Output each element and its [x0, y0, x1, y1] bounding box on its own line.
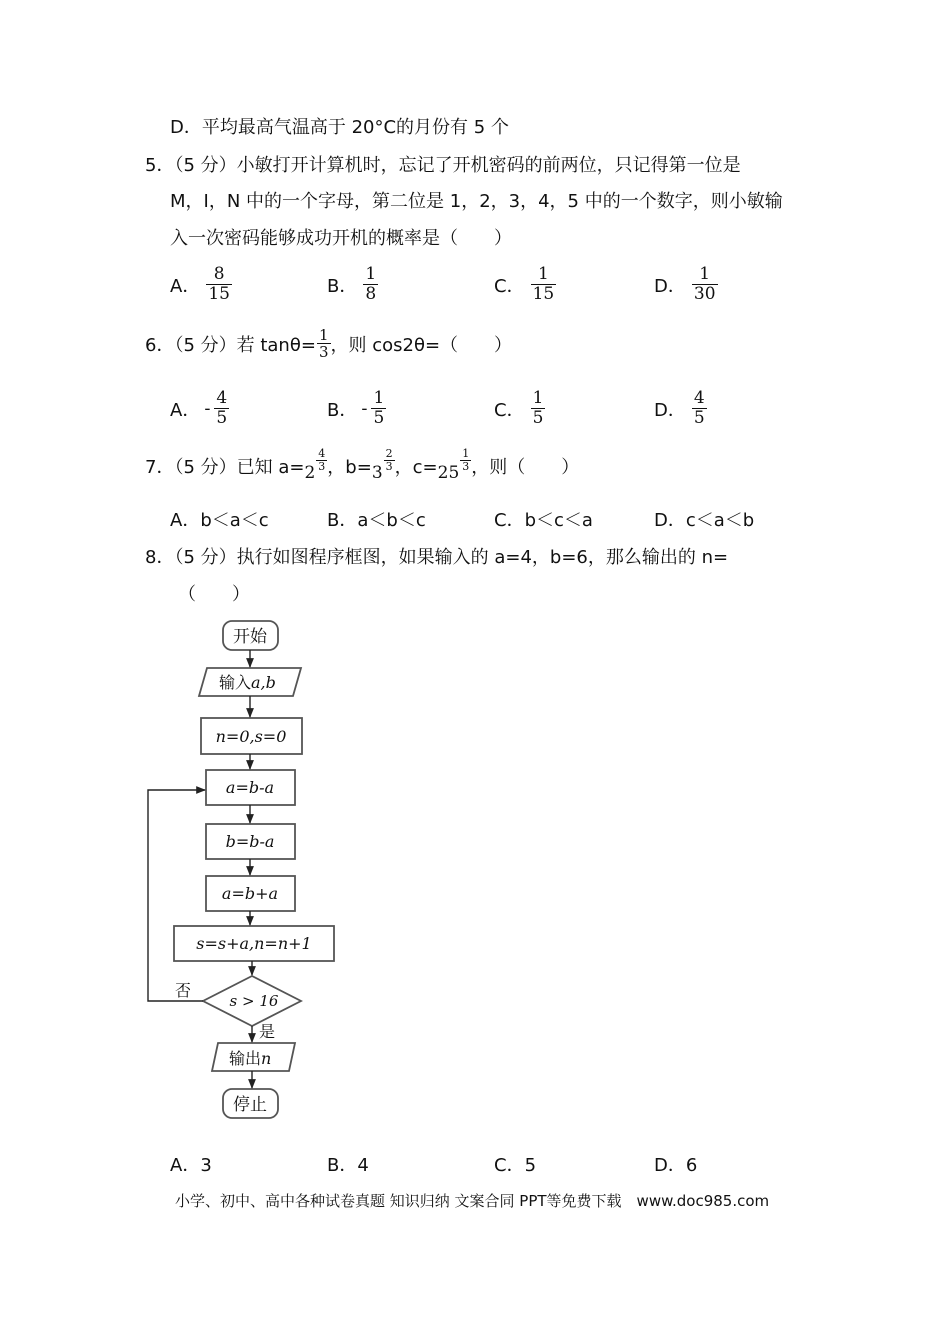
q8-option-a[interactable]: A． 3: [170, 1155, 212, 1176]
fraction: $\frac{1}{8}$: [365, 264, 377, 304]
power-a: 2 $\frac{4}{3}$: [304, 447, 326, 483]
q5-stem-line1: 5．（5 分）小敏打开计算机时，忘记了开机密码的前两位，只记得第一位是: [145, 155, 741, 176]
yes-label: 是: [259, 1022, 276, 1041]
page-footer: 小学、初中、高中各种试卷真题 知识归纳 文案合同 PPT等免费下载 www.doc985.com: [175, 1192, 770, 1210]
input-label: 输入a,b: [219, 673, 276, 692]
q7-option-b[interactable]: B． a＜b＜c: [327, 510, 426, 531]
no-label: 否: [175, 981, 192, 1000]
stop-label: 停止: [233, 1095, 267, 1115]
exponent-fraction: $\frac{2}{3}$: [385, 447, 393, 473]
condition-label: s > 16: [229, 992, 279, 1010]
q8-stem-line2: （ ）: [178, 584, 250, 605]
q8-option-d[interactable]: D． 6: [654, 1155, 698, 1176]
q5-option-c[interactable]: C． $\frac{1}{15}$: [494, 264, 555, 304]
q7-option-c[interactable]: C． b＜c＜a: [494, 510, 593, 531]
step1-label: a=b-a: [225, 778, 275, 797]
fraction: $\frac{8}{15}$: [208, 264, 230, 304]
fraction: $\frac{1}{3}$: [318, 326, 329, 361]
exponent-fraction: $\frac{4}{3}$: [318, 447, 326, 473]
q6-option-d[interactable]: D． $\frac{4}{5}$: [654, 388, 705, 428]
power-b: 3 $\frac{2}{3}$: [371, 447, 393, 483]
q5-option-a[interactable]: A． $\frac{8}{15}$: [170, 264, 230, 304]
step2-label: b=b-a: [225, 832, 275, 851]
q6-stem: 6．（5 分）若 tanθ= $\frac{1}{3}$ ，则 cos2θ=（ ）: [145, 326, 513, 361]
fraction: $\frac{4}{5}$: [216, 388, 228, 428]
q8-option-c[interactable]: C． 5: [494, 1155, 537, 1176]
q7-option-a[interactable]: A． b＜a＜c: [170, 510, 269, 531]
q6-option-b[interactable]: B． - $\frac{1}{5}$: [327, 388, 385, 428]
q7-stem: 7．（5 分）已知 a= 2 $\frac{4}{3}$ ，b= 3 $\frac{2}{3}$ ，c= 25 $\frac{1}{3}$ ，则（ ）: [145, 447, 580, 483]
q8-stem-line1: 8．（5 分）执行如图程序框图，如果输入的 a=4，b=6，那么输出的 n=: [145, 547, 729, 568]
q5-option-d[interactable]: D． $\frac{1}{30}$: [654, 264, 716, 304]
exponent-fraction: $\frac{1}{3}$: [462, 447, 470, 473]
step3-label: a=b+a: [221, 884, 279, 903]
fraction: $\frac{1}{5}$: [373, 388, 385, 428]
fraction: $\frac{4}{5}$: [693, 388, 705, 428]
q5-stem-line2: M，I，N 中的一个字母，第二位是 1，2，3，4，5 中的一个数字，则小敏输: [170, 191, 783, 212]
init-label: n=0,s=0: [215, 727, 287, 746]
fraction: $\frac{1}{15}$: [532, 264, 555, 304]
q8-option-b[interactable]: B． 4: [327, 1155, 369, 1176]
q5-stem-line3: 入一次密码能够成功开机的概率是（ ）: [170, 228, 512, 249]
q6-option-c[interactable]: C． $\frac{1}{5}$: [494, 388, 544, 428]
power-c: 25 $\frac{1}{3}$: [437, 447, 470, 483]
loop-back-arrow: [148, 790, 205, 1001]
output-label: 输出n: [229, 1049, 272, 1068]
q6-option-a[interactable]: A． - $\frac{4}{5}$: [170, 388, 228, 428]
q5-option-b[interactable]: B． $\frac{1}{8}$: [327, 264, 377, 304]
step4-label: s=s+a,n=n+1: [196, 934, 312, 953]
fraction: $\frac{1}{30}$: [693, 264, 716, 304]
start-label: 开始: [233, 627, 267, 647]
q7-option-d[interactable]: D． c＜a＜b: [654, 510, 755, 531]
q4-option-d: D．平均最高气温高于 20°C的月份有 5 个: [170, 117, 509, 138]
fraction: $\frac{1}{5}$: [532, 388, 544, 428]
